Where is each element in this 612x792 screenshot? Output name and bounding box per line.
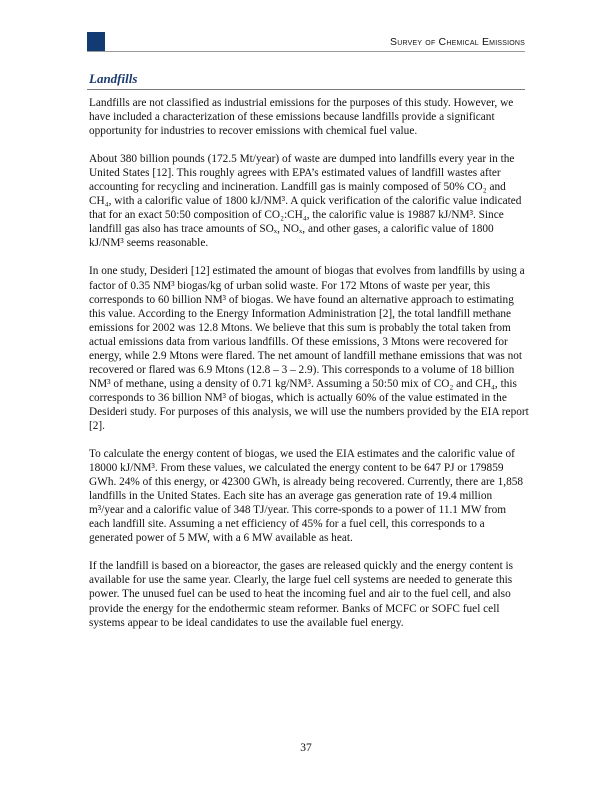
section-heading: Landfills	[89, 71, 138, 86]
header-accent-square	[87, 32, 105, 51]
paragraph-intro: Landfills are not classified as industrial emissions for the purposes of this study. However, we have included a characterization of these emissions because landfills provide a significant opportunity for industries to recover emissions with chemical fuel value.	[89, 97, 514, 138]
body-text	[89, 96, 529, 644]
paragraph-bioreactor: If the landfill is based on a bioreactor, the gases are released quickly and the energy content is available for use the same year. Clearly, the large fuel cell systems are needed to generate this power. The unused fuel can be used to heat the incoming fuel and air to the fuel cell, and also provide the energy for the endothermic steam reformer. Banks of MCFC or SOFC fuel cell systems appear to be ideal candidates to use the available fuel energy.	[89, 560, 514, 629]
paragraph-biogas-estimate: In one study, Desideri [12] estimated the amount of biogas that evolves from landfills by using a factor of 0.35 NM³ biogas/kg of urban solid waste. For 172 Mtons of waste per year, this corresponds to 60 billion NM³ of biogas. We have found an alternative approach to estimating this value. According to the Energy Information Administration [2], the total landfill methane emissions for 2002 was 12.8 Mtons. We believe that this sum is probably the total taken from actual emissions data from various landfills. Of these emissions, 3 Mtons were recovered for energy, while 2.9 Mtons were flared. The net amount of landfill methane emissions that was not recovered or flared was 6.9 Mtons (12.8 – 3 – 2.9). This corresponds to a volume of 18 billion NM³ of methane, using a density of 0.71 kg/NM³. Assuming a 50:50 mix of CO₂ and CH₄, this corresponds to 36 billion NM³ of biogas, which is actually 60% of the value estimated in the Desideri study. For purposes of this analysis, we will use the numbers provided by the EIA report [2].	[89, 265, 529, 432]
paragraph-energy-content: To calculate the energy content of biogas, we used the EIA estimates and the calorific value of 18000 kJ/NM³. From these values, we calculated the energy content to be 647 PJ or 179859 GWh. 24% of this energy, or 42300 GWh, is already being recovered. Currently, there are 1,858 landfills in the United States. Each site has an average gas generation rate of 19.4 million m³/year and a calorific value of 348 TJ/year. This corre-sponds to a power of 11.1 MW from each landfill site. Assuming a net efficiency of 45% for a fuel cell, this corresponds to a generated power of 5 MW, with a 6 MW available as heat.	[89, 448, 524, 545]
section-rule	[87, 89, 525, 90]
paragraph-waste-volume: About 380 billion pounds (172.5 Mt/year) of waste are dumped into landfills every year in the United States [12]. This roughly agrees with EPA’s estimated values of landfill wastes after accounting for recycling and incineration. Landfill gas is mainly composed of 50% CO₂ and CH₄, with a calorific value of 1800 kJ/NM³. A quick verification of the calorific value indicated that for an exact 50:50 composition of CO₂:CH₄, the calorific value is 19887 kJ/NM³. Since landfill gas also has trace amounts of SOₓ, NOₓ, and other gases, a calorific value of 1800 kJ/NM³ seems reasonable.	[89, 153, 522, 250]
page-number: 37	[300, 742, 312, 754]
running-header-title: Survey of Chemical Emissions	[390, 36, 525, 48]
header-rule	[87, 51, 525, 52]
